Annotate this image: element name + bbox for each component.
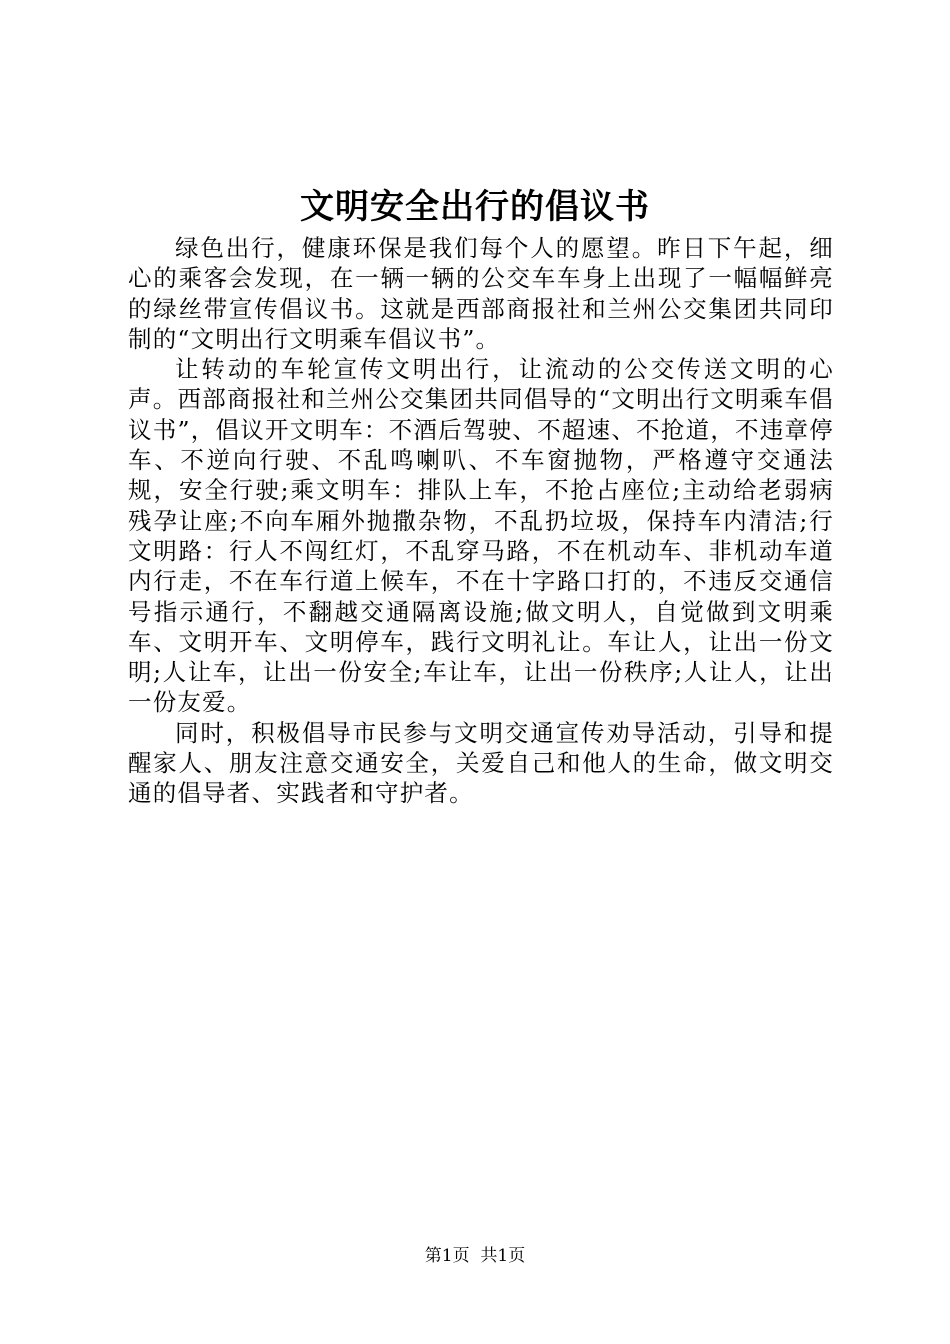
paragraph: 同时，积极倡导市民参与文明交通宣传劝导活动，引导和提醒家人、朋友注意交通安全，关爱自己和他人的生命，做文明交通的倡导者、实践者和守护者。 <box>128 718 834 808</box>
paragraph: 绿色出行，健康环保是我们每个人的愿望。昨日下午起，细心的乘客会发现，在一辆一辆的公交车车身上出现了一幅幅鲜亮的绿丝带宣传倡议书。这就是西部商报社和兰州公交集团共同印制的“文明出行文明乘车倡议书”。 <box>128 234 834 353</box>
paragraph: 让转动的车轮宣传文明出行，让流动的公交传送文明的心声。西部商报社和兰州公交集团共同倡导的“文明出行文明乘车倡议书”，倡议开文明车：不酒后驾驶、不超速、不抢道，不违章停车、不逆向行驶、不乱鸣喇叭、不车窗抛物，严格遵守交通法规，安全行驶;乘文明车：排队上车，不抢占座位;主动给老弱病残孕让座;不向车厢外抛撒杂物，不乱扔垃圾，保持车内清洁;行文明路：行人不闯红灯，不乱穿马路，不在机动车、非机动车道内行走，不在车行道上候车，不在十字路口打的，不违反交通信号指示通行，不翻越交通隔离设施;做文明人，自觉做到文明乘车、文明开车、文明停车，践行文明礼让。车让人，让出一份文明;人让车，让出一份安全;车让车，让出一份秩序;人让人，让出一份友爱。 <box>128 355 834 717</box>
document-body <box>128 233 834 809</box>
document-title: 文明安全出行的倡议书 <box>300 187 650 227</box>
page-footer: 第1页 共1页 <box>424 1246 526 1266</box>
